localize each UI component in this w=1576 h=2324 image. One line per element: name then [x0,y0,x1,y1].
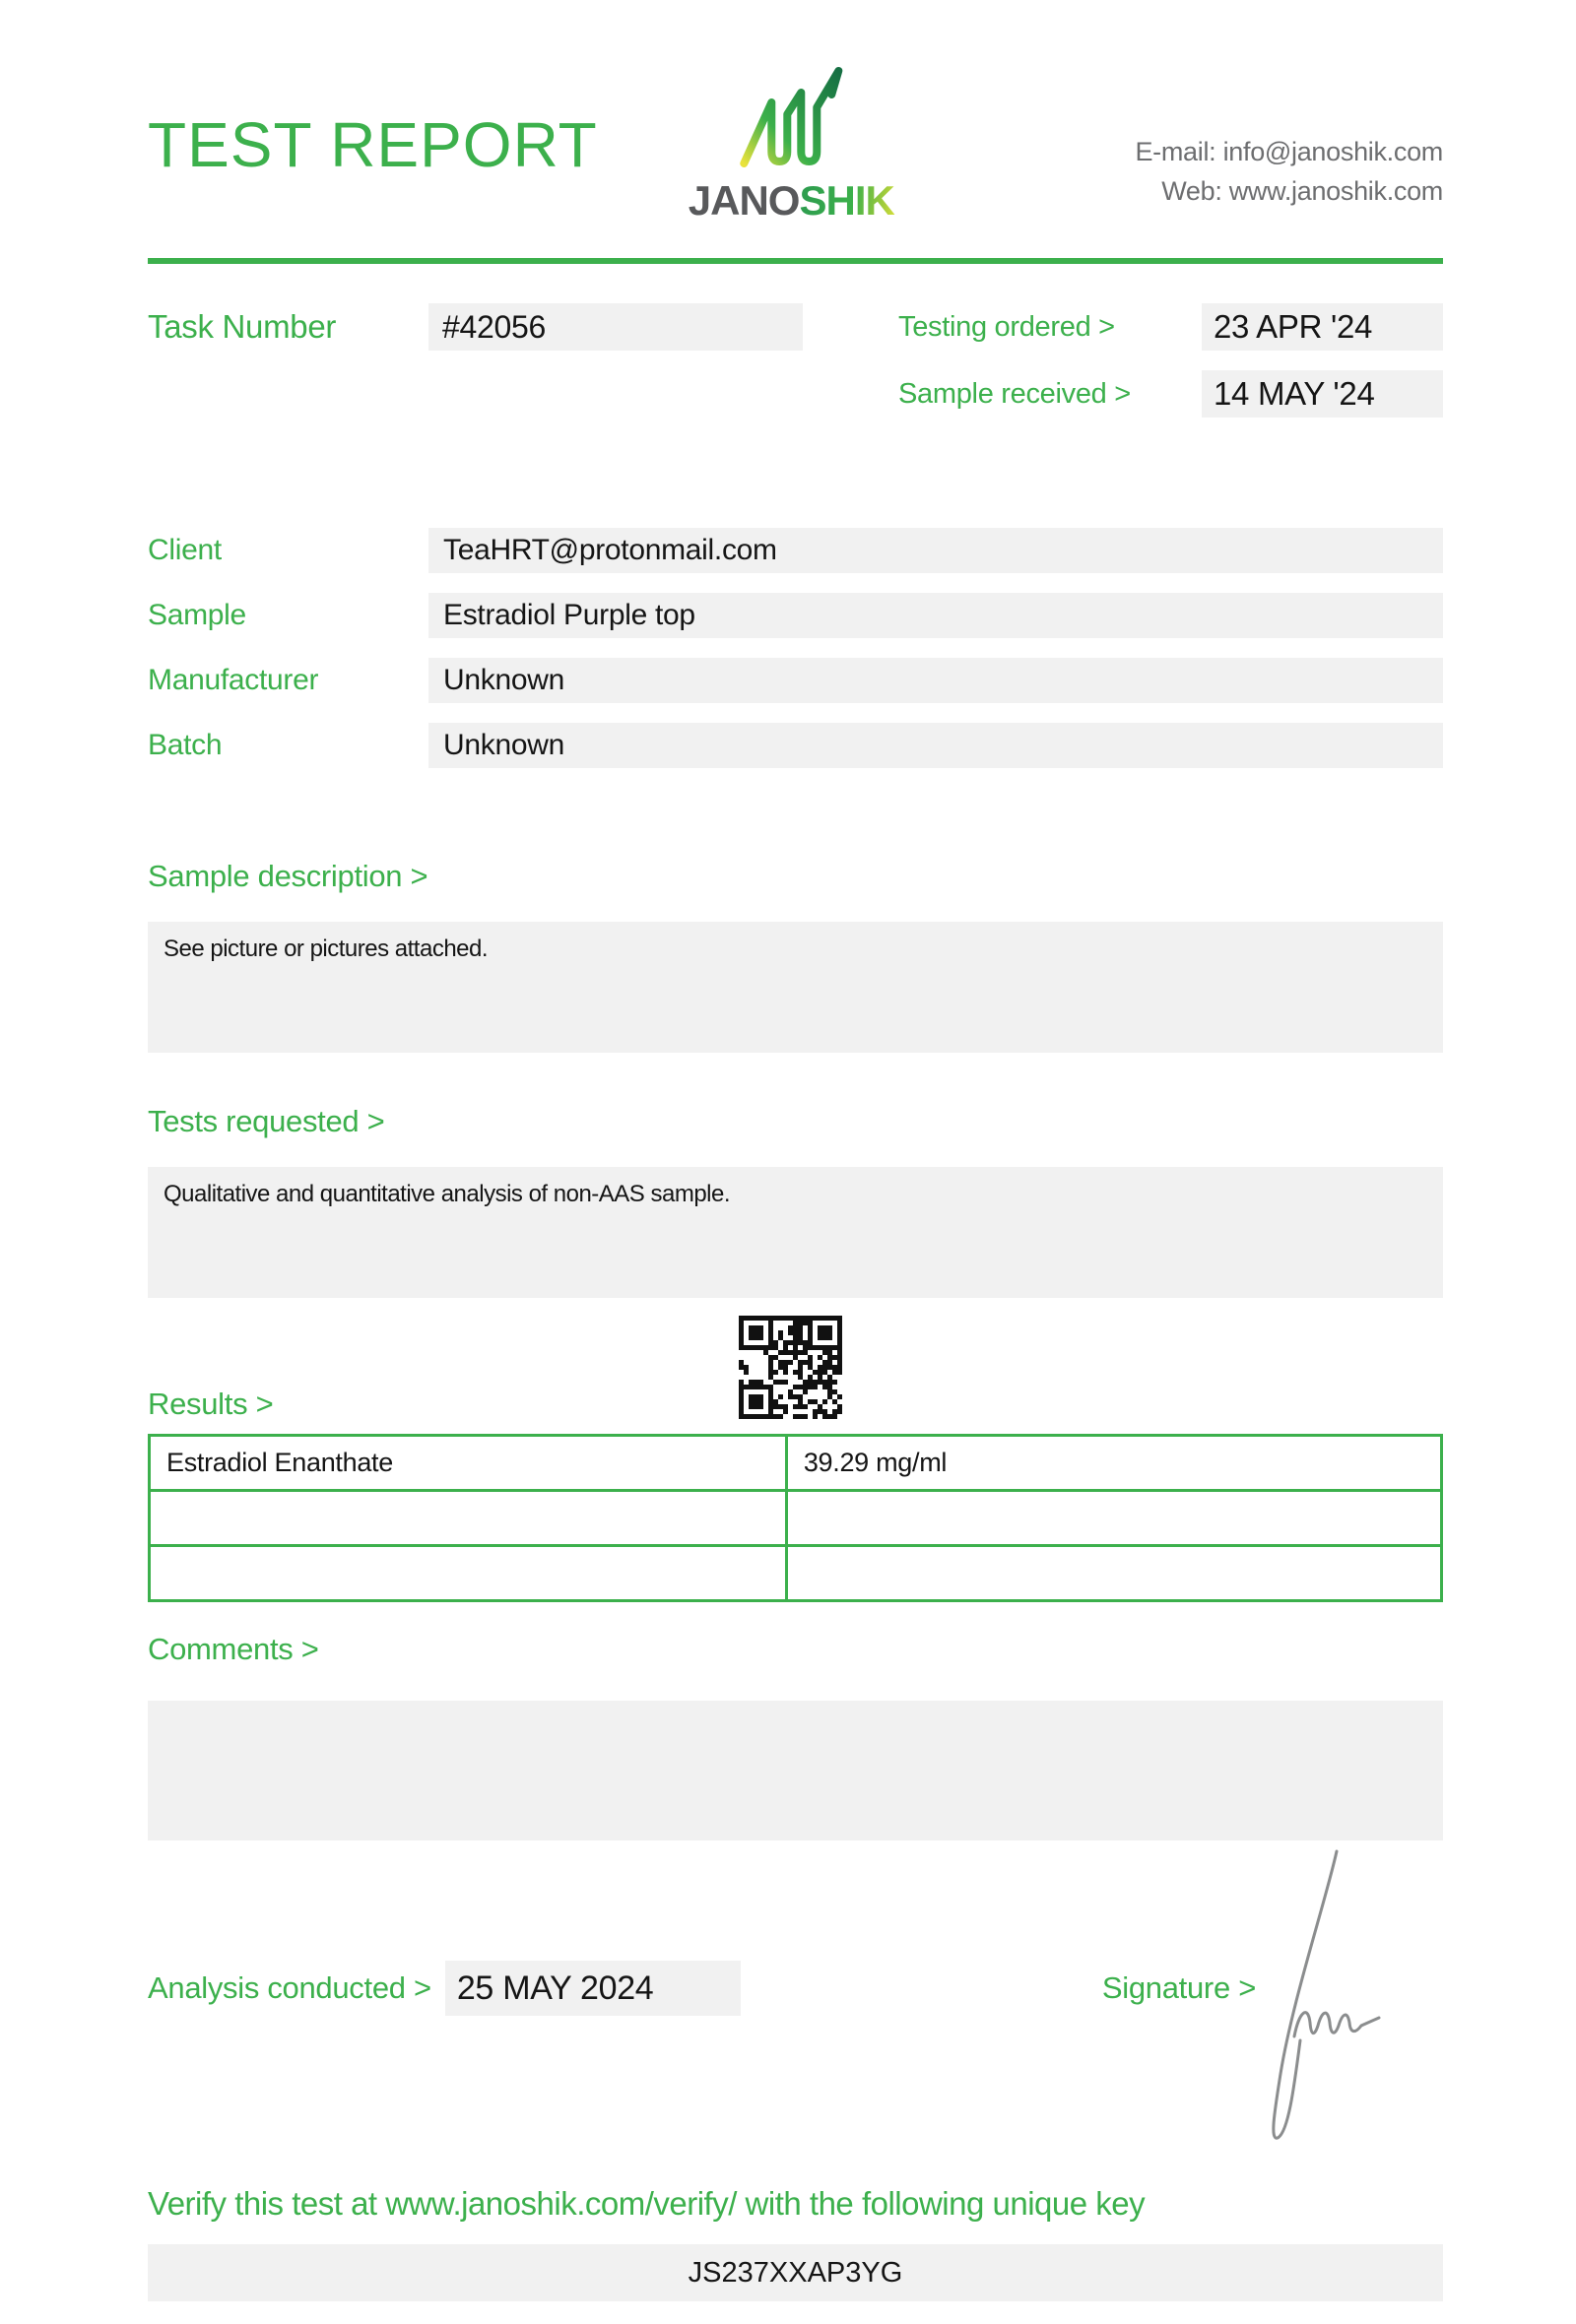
table-row [150,1546,1442,1601]
manufacturer-label: Manufacturer [148,664,319,696]
testing-ordered-row [898,303,1443,351]
sample-received-row [898,370,1443,418]
contact-web: Web: www.janoshik.com [1161,176,1443,206]
signature-image [1243,1843,1391,2149]
logo-wordmark [689,177,894,225]
batch-label: Batch [148,729,223,761]
sample-description-box [148,922,1443,1053]
task-number-value: #42056 [428,303,803,351]
results-heading: Results > [148,1387,274,1421]
client-value: TeaHRT@protonmail.com [428,528,1443,573]
sample-value: Estradiol Purple top [428,593,1443,638]
result-value-cell [786,1546,1441,1601]
sample-row [148,593,1443,638]
batch-value: Unknown [428,723,1443,768]
sample-description-text: See picture or pictures attached. [164,936,489,962]
results-header [148,1310,1443,1428]
logo-jano-text: JANO [688,177,800,224]
manufacturer-value: Unknown [428,658,1443,703]
sample-description-heading: Sample description > [148,859,428,893]
spacer [803,303,898,437]
client-label: Client [148,534,222,566]
janoshik-logo [689,63,894,225]
logo-shik-text: SHIK [799,177,894,224]
contact-email: E-mail: info@janoshik.com [1135,137,1443,166]
qr-code [739,1316,842,1419]
results-table [148,1434,1443,1602]
result-analyte-cell: Estradiol Enanthate [150,1436,787,1491]
manufacturer-row [148,658,1443,703]
verify-key: JS237XXAP3YG [148,2244,1443,2301]
info-rows [148,528,1443,768]
tests-requested-text: Qualitative and quantitative analysis of non-AAS sample. [164,1181,731,1207]
client-row [148,528,1443,573]
analysis-conducted-value: 25 MAY 2024 [445,1961,741,2016]
sample-label: Sample [148,599,246,631]
sample-received-value: 14 MAY '24 [1202,370,1443,418]
batch-row [148,723,1443,768]
sample-received-label: Sample received > [898,378,1131,410]
table-row [150,1436,1442,1491]
contact-block [1135,132,1443,211]
result-value-cell: 39.29 mg/ml [786,1436,1441,1491]
result-analyte-cell [150,1491,787,1546]
verify-instruction: Verify this test at www.janoshik.com/verify/ with the following unique key [148,2185,1146,2222]
report-header [148,0,1443,264]
comments-box [148,1701,1443,1840]
chart-peaks-icon [732,63,850,171]
signature-label: Signature > [1101,1970,1256,2005]
result-analyte-cell [150,1546,787,1601]
page-title: TEST REPORT [148,109,598,180]
result-value-cell [786,1491,1441,1546]
dates-block [898,303,1443,437]
analysis-conducted-label: Analysis conducted > [148,1970,431,2005]
comments-heading: Comments > [148,1632,319,1666]
testing-ordered-value: 23 APR '24 [1202,303,1443,351]
tests-requested-heading: Tests requested > [148,1104,385,1138]
task-number-label: Task Number [148,308,337,345]
tests-requested-box [148,1167,1443,1298]
task-and-dates-row [148,303,1443,437]
table-row [150,1491,1442,1546]
testing-ordered-label: Testing ordered > [898,311,1115,343]
